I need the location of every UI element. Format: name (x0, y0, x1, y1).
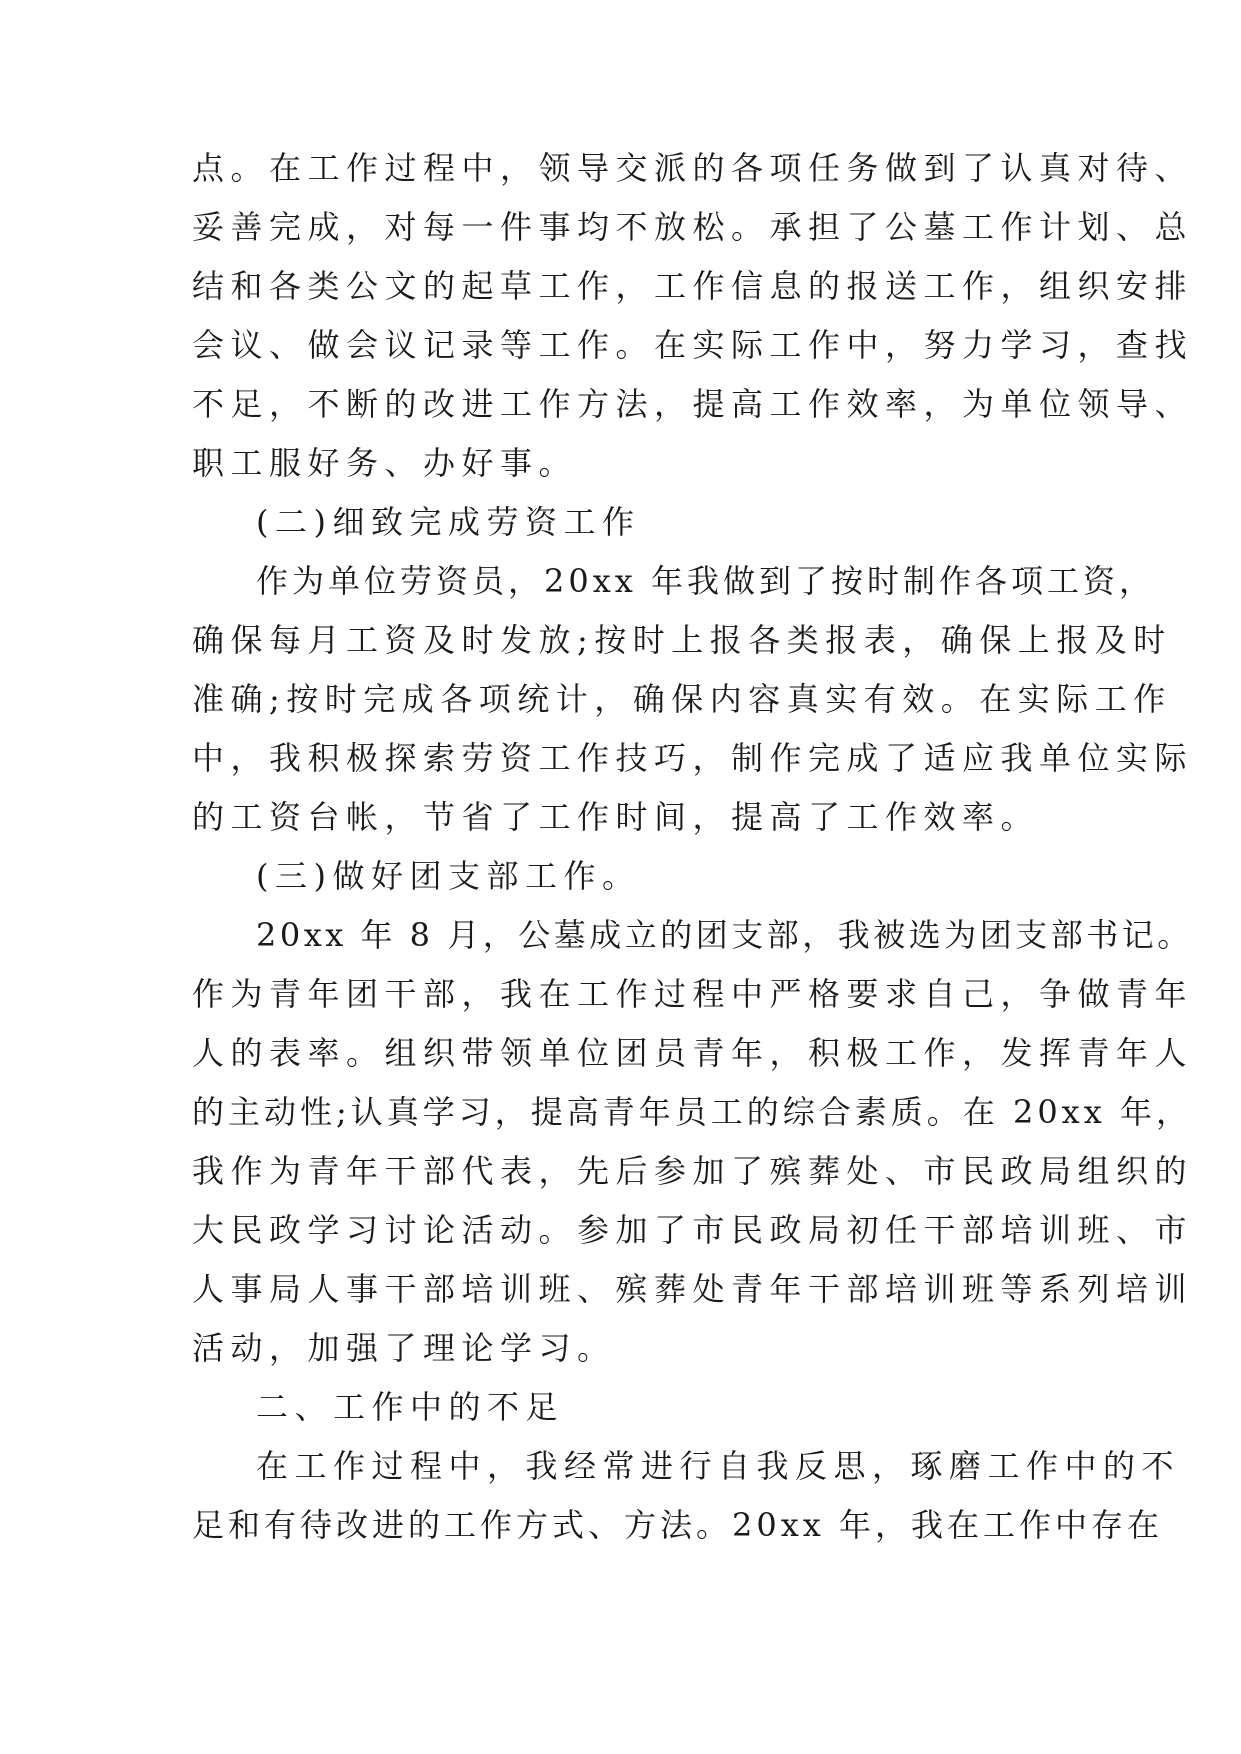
text-line: 作为单位劳资员，20xx 年我做到了按时制作各项工资， (256, 562, 1155, 600)
text-line: 人事局人事干部培训班、殡葬处青年干部培训班等系列培训 (192, 1270, 1194, 1308)
text-line: 我作为青年干部代表，先后参加了殡葬处、市民政局组织的 (192, 1152, 1194, 1190)
section-heading: (三)做好团支部工作。 (256, 857, 641, 895)
text-line: 不足，不断的改进工作方法，提高工作效率，为单位领导、 (192, 385, 1194, 423)
text-line: 点。在工作过程中，领导交派的各项任务做到了认真对待、 (192, 149, 1194, 187)
section-heading: 二、工作中的不足 (256, 1388, 565, 1426)
text-line: 准确;按时完成各项统计，确保内容真实有效。在实际工作 (192, 680, 1172, 718)
text-line: 在工作过程中，我经常进行自我反思，琢磨工作中的不 (256, 1447, 1181, 1485)
text-line: 活动，加强了理论学习。 (192, 1329, 616, 1367)
text-line: 职工服好务、办好事。 (192, 444, 578, 482)
text-line: 会议、做会议记录等工作。在实际工作中，努力学习，查找 (192, 326, 1194, 364)
text-line: 妥善完成，对每一件事均不放松。承担了公墓工作计划、总 (192, 208, 1194, 246)
text-line: 中，我积极探索劳资工作技巧，制作完成了适应我单位实际 (192, 739, 1194, 777)
text-line: 的工资台帐，节省了工作时间，提高了工作效率。 (192, 798, 1040, 836)
text-line: 作为青年团干部，我在工作过程中严格要求自己，争做青年 (192, 975, 1194, 1013)
text-line: 的主动性;认真学习，提高青年员工的综合素质。在 20xx 年， (192, 1093, 1192, 1131)
text-line: 确保每月工资及时发放;按时上报各类报表，确保上报及时 (192, 621, 1172, 659)
text-line: 人的表率。组织带领单位团员青年，积极工作，发挥青年人 (192, 1034, 1194, 1072)
text-line: 20xx 年 8 月，公墓成立的团支部，我被选为团支部书记。 (256, 916, 1193, 954)
text-line: 足和有待改进的工作方式、方法。20xx 年，我在工作中存在 (192, 1506, 1163, 1544)
text-line: 结和各类公文的起草工作，工作信息的报送工作，组织安排 (192, 267, 1194, 305)
text-line: 大民政学习讨论活动。参加了市民政局初任干部培训班、市 (192, 1211, 1194, 1249)
section-heading: (二)细致完成劳资工作 (256, 503, 641, 541)
